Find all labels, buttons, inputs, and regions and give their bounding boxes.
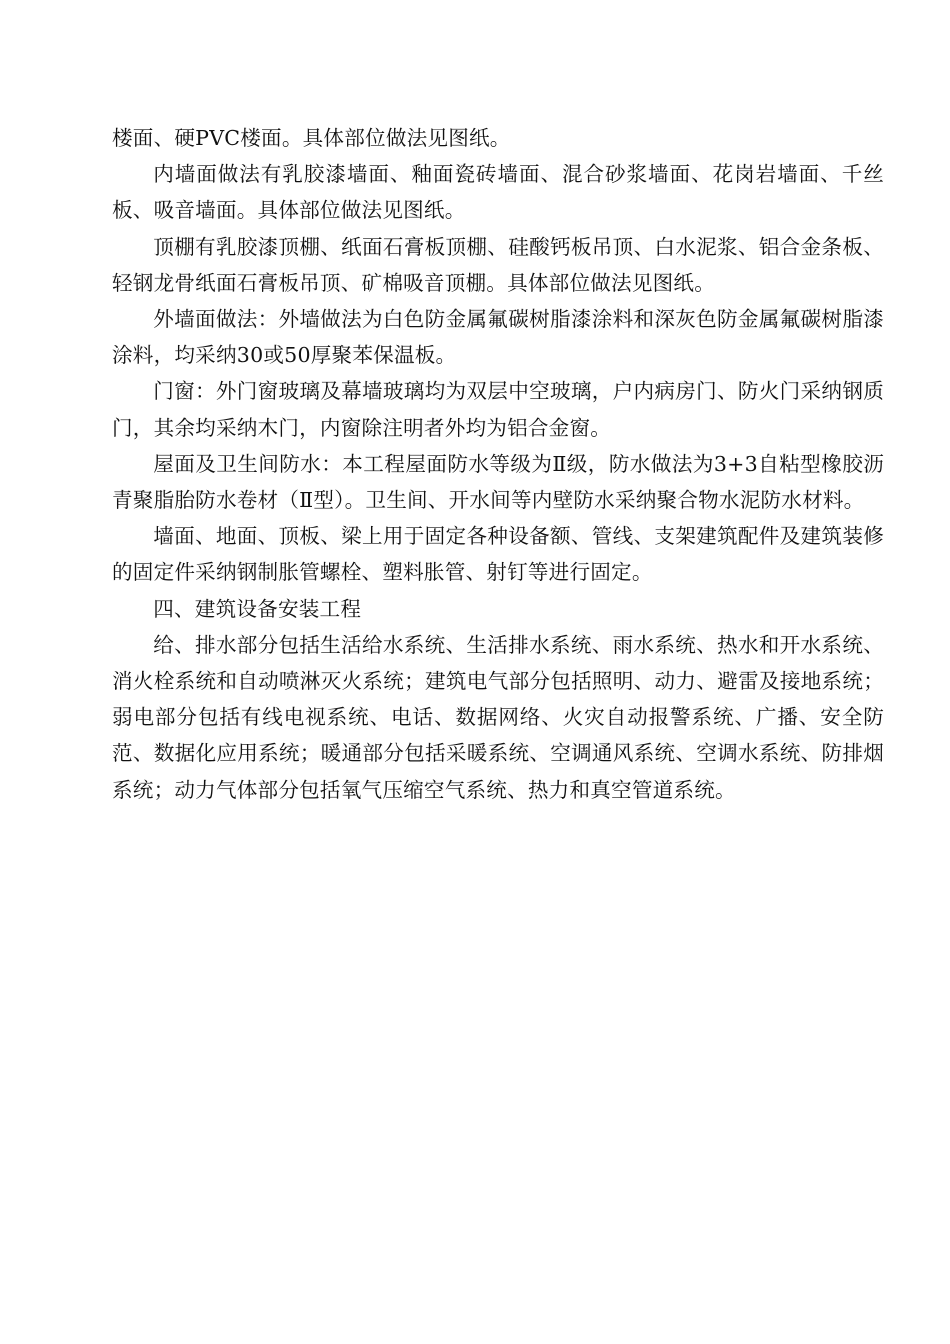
paragraph-ceilings: 顶棚有乳胶漆顶棚、纸面石膏板顶棚、硅酸钙板吊顶、白水泥浆、铝合金条板、轻钢龙骨纸面石膏板吊顶、矿棉吸音顶棚。具体部位做法见图纸。 <box>112 234 884 295</box>
section-heading-equipment-installation: 四、建筑设备安装工程 <box>153 596 362 621</box>
paragraph-fixings: 墙面、地面、顶板、梁上用于固定各种设备额、管线、支架建筑配件及建筑装修的固定件采纳钢制胀管螺栓、塑料胀管、射钉等进行固定。 <box>112 524 884 585</box>
paragraph-exterior-walls: 外墙面做法：外墙做法为白色防金属氟碳树脂漆涂料和深灰色防金属氟碳树脂漆涂料，均采纳30或50厚聚苯保温板。 <box>112 307 884 368</box>
paragraph-floor-continuation: 楼面、硬PVC楼面。具体部位做法见图纸。 <box>112 126 511 150</box>
paragraph-doors-windows: 门窗：外门窗玻璃及幕墙玻璃均为双层中空玻璃，户内病房门、防火门采纳钢质门，其余均采纳木门，内窗除注明者外均为铝合金窗。 <box>112 379 884 440</box>
paragraph-interior-walls: 内墙面做法有乳胶漆墙面、釉面瓷砖墙面、混合砂浆墙面、花岗岩墙面、千丝板、吸音墙面。具体部位做法见图纸。 <box>112 162 884 223</box>
document-body <box>112 120 884 808</box>
paragraph-equipment-systems: 给、排水部分包括生活给水系统、生活排水系统、雨水系统、热水和开水系统、消火栓系统和自动喷淋灭火系统；建筑电气部分包括照明、动力、避雷及接地系统；弱电部分包括有线电视系统、电话、数据网络、火灾自动报警系统、广播、安全防范、数据化应用系统；暖通部分包括采暖系统、空调通风系统、空调水系统、防排烟系统；动力气体部分包括氧气压缩空气系统、热力和真空管道系统。 <box>112 632 884 802</box>
paragraph-waterproofing: 屋面及卫生间防水：本工程屋面防水等级为Ⅱ级，防水做法为3+3自粘型橡胶沥青聚脂胎防水卷材（Ⅱ型）。卫生间、开水间等内壁防水采纳聚合物水泥防水材料。 <box>112 451 884 513</box>
